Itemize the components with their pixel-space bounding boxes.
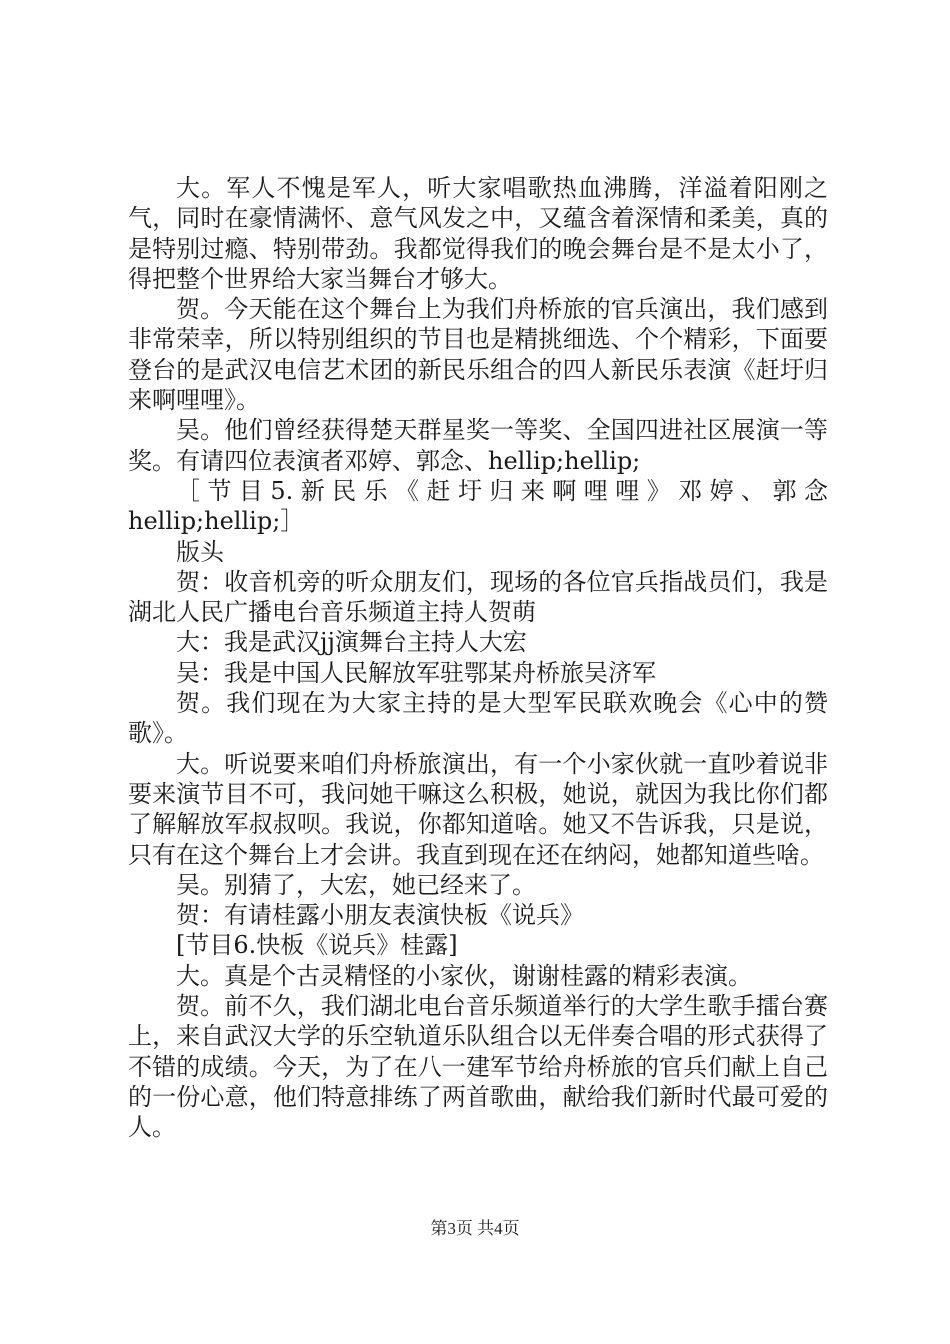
paragraph-host-wu-intro: 吴：我是中国人民解放军驻鄂某舟桥旅吴济军: [176, 658, 656, 687]
program-note-5: ［节目5.新民乐《赶圩归来啊哩哩》邓婷、郭念: [176, 476, 828, 505]
page-number-footer: 第3页 共4页: [430, 1219, 520, 1238]
paragraph-little-guest: 大。听说要来咱们舟桥旅演出，有一个小家伙就一直吵着说非要来演节目不可，我问她干嘛这么积极，她说，就因为我比你们都了解解放军叔叔呗。我说，你都知道啥。她又不告诉我，只是说，只有在这个舞台上才会讲。我直到现在还在纳闷，她都知道些啥。: [128, 749, 828, 869]
program-note-5-continued: hellip;hellip;］: [128, 507, 305, 536]
paragraph-thanks-guilu: 大。真是个古灵精怪的小家伙，谢谢桂露的精彩表演。: [176, 961, 752, 990]
paragraph-host-he-intro: 贺：收音机旁的听众朋友们，现场的各位官兵指战员们，我是湖北人民广播电台音乐频道主持人贺萌: [128, 567, 828, 627]
section-heading-bantou: 版头: [176, 537, 224, 566]
paragraph-she-arrived: 吴。别猜了，大宏，她已经来了。: [176, 870, 536, 899]
document-body: [128, 173, 828, 1143]
paragraph-3: 吴。他们曾经获得楚天群星奖一等奖、全国四进社区展演一等奖。有请四位表演者邓婷、郭念、hellip;hellip;: [128, 416, 828, 475]
paragraph-gala-title: 贺。我们现在为大家主持的是大型军民联欢晚会《心中的赞歌》。: [128, 689, 828, 748]
paragraph-band-intro: 贺。前不久，我们湖北电台音乐频道举行的大学生歌手擂台赛上，来自武汉大学的乐空轨道乐队组合以无伴奏合唱的形式获得了不错的成绩。今天，为了在八一建军节给舟桥旅的官兵们献上自己的一份心意，他们特意排练了两首歌曲，献给我们新时代最可爱的人。: [128, 992, 828, 1142]
paragraph-2: 贺。今天能在这个舞台上为我们舟桥旅的官兵演出，我们感到非常荣幸，所以特别组织的节目也是精挑细选、个个精彩，下面要登台的是武汉电信艺术团的新民乐组合的四人新民乐表演《赶圩归来啊哩哩》。: [128, 295, 828, 415]
paragraph-1: 大。军人不愧是军人，听大家唱歌热血沸腾，洋溢着阳刚之气，同时在豪情满怀、意气风发之中，又蕴含着深情和柔美，真的是特别过瘾、特别带劲。我都觉得我们的晚会舞台是不是太小了，得把整个世界给大家当舞台才够大。: [128, 174, 828, 293]
paragraph-invite-guilu: 贺：有请桂露小朋友表演快板《说兵》: [176, 901, 584, 930]
program-note-6: [节目6.快板《说兵》桂露]: [176, 931, 458, 960]
paragraph-host-da-intro: 大：我是武汉jj演舞台主持人大宏: [176, 628, 527, 657]
